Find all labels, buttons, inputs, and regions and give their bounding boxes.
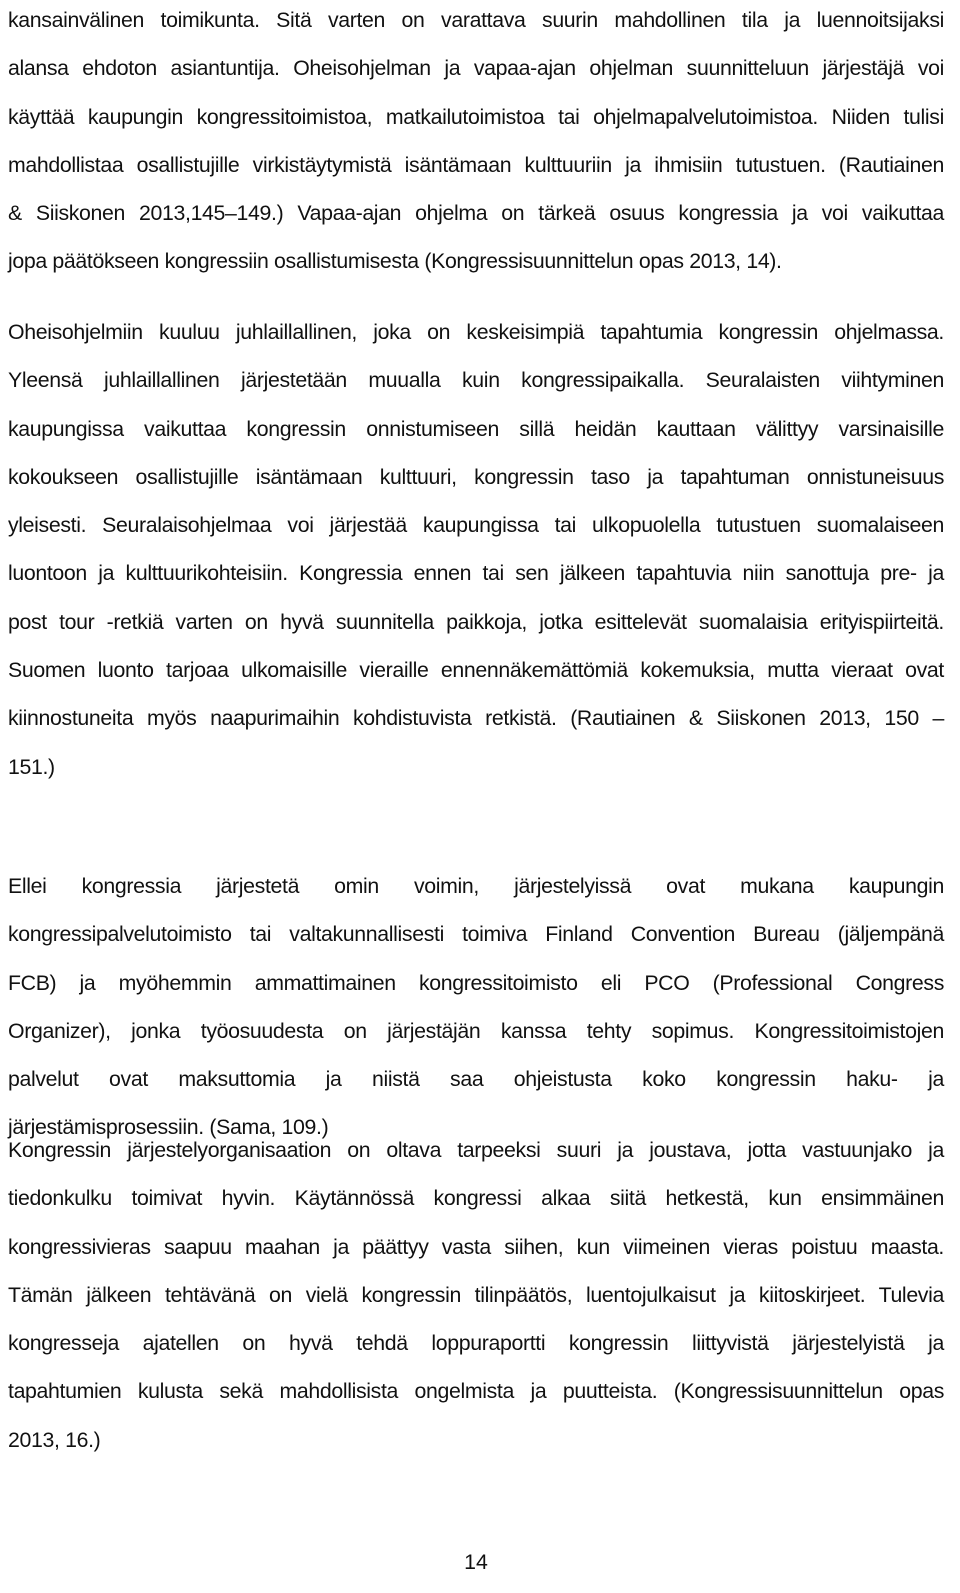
paragraph-2 [8, 308, 944, 791]
text-line: järjestämisprosessiin. (Sama, 109.) [8, 1115, 329, 1140]
text-line: käyttää kaupungin kongressitoimistoa, matkailutoimistoa tai ohjelmapalvelutoimistoa. Niiden tulisi [8, 104, 944, 129]
text-line: Yleensä juhlaillallinen järjestetään muualla kuin kongressipaikalla. Seuralaisten viihtyminen [8, 368, 944, 393]
text-line: & Siiskonen 2013,145–149.) Vapaa-ajan ohjelma on tärkeä osuus kongressia ja voi vaikuttaa [8, 201, 944, 226]
text-line: kiinnostuneita myös naapurimaihin kohdistuvista retkistä. (Rautiainen & Siiskonen 2013, 150 – [8, 706, 944, 731]
text-line: Kongressin järjestelyorganisaation on oltava tarpeeksi suuri ja joustava, jotta vastuunjako ja [8, 1138, 944, 1162]
text-line: Organizer), jonka työosuudesta on järjestäjän kanssa tehty sopimus. Kongressitoimistojen [8, 1018, 944, 1043]
text-line: 151.) [8, 754, 55, 779]
paragraph-4 [8, 1126, 944, 1464]
text-line: yleisesti. Seuralaisohjelmaa voi järjestää kaupungissa tai ulkopuolella tutustuen suomalaiseen [8, 513, 944, 538]
text-line: kansainvälinen toimikunta. Sitä varten on varattava suurin mahdollinen tila ja luennoitsijaksi [8, 8, 944, 32]
text-line: kongressipalvelutoimisto tai valtakunnallisesti toimiva Finland Convention Bureau (jäljempänä [8, 922, 944, 947]
paragraph-1 [8, 0, 944, 286]
text-line: kongresseja ajatellen on hyvä tehdä loppuraportti kongressin liittyvistä järjestelyistä ja [8, 1331, 944, 1356]
page-number: 14 [464, 1550, 488, 1574]
text-line: FCB) ja myöhemmin ammattimainen kongressitoimisto eli PCO (Professional Congress [8, 970, 944, 995]
text-line: palvelut ovat maksuttomia ja niistä saa ohjeistusta koko kongressin haku- ja [8, 1067, 944, 1092]
text-line: Suomen luonto tarjoaa ulkomaisille vieraille ennennäkemättömiä kokemuksia, mutta vieraat ovat [8, 658, 944, 683]
text-line: alansa ehdoton asiantuntija. Oheisohjelman ja vapaa-ajan ohjelman suunnitteluun järjestäjä voi [8, 56, 944, 81]
text-line: kongressivieras saapuu maahan ja päättyy vasta siihen, kun viimeinen vieras poistuu maasta. [8, 1234, 944, 1259]
text-line: luontoon ja kulttuurikohteisiin. Kongressia ennen tai sen jälkeen tapahtuvia niin sanottuja pre- ja [8, 561, 944, 586]
text-line: Oheisohjelmiin kuuluu juhlaillallinen, joka on keskeisimpiä tapahtumia kongressin ohjelmassa. [8, 320, 944, 344]
text-line: kokoukseen osallistujille isäntämaan kulttuuri, kongressin taso ja tapahtuman onnistuneisuus [8, 464, 944, 489]
text-line: Tämän jälkeen tehtävänä on vielä kongressin tilinpäätös, luentojulkaisut ja kiitoskirjeet. Tulevia [8, 1282, 944, 1307]
text-line: mahdollistaa osallistujille virkistäytymistä isäntämaan kulttuuriin ja ihmisiin tutustuen. (Rautiainen [8, 152, 944, 177]
text-line: tapahtumien kulusta sekä mahdollisista ongelmista ja puutteista. (Kongressisuunnittelun opas [8, 1379, 944, 1404]
text-line: 2013, 16.) [8, 1427, 101, 1452]
text-line: Ellei kongressia järjestetä omin voimin, järjestelyissä ovat mukana kaupungin [8, 874, 944, 898]
paragraph-3 [8, 862, 944, 1152]
text-line: jopa päätökseen kongressiin osallistumisesta (Kongressisuunnittelun opas 2013, 14). [8, 249, 782, 274]
text-line: tiedonkulku toimivat hyvin. Käytännössä kongressi alkaa siitä hetkestä, kun ensimmäinen [8, 1186, 944, 1211]
text-line: kaupungissa vaikuttaa kongressin onnistumiseen sillä heidän kauttaan välittyy varsinaisille [8, 416, 944, 441]
text-line: post tour -retkiä varten on hyvä suunnitella paikkoja, jotka esittelevät suomalaisia erityispiirteitä. [8, 609, 944, 634]
